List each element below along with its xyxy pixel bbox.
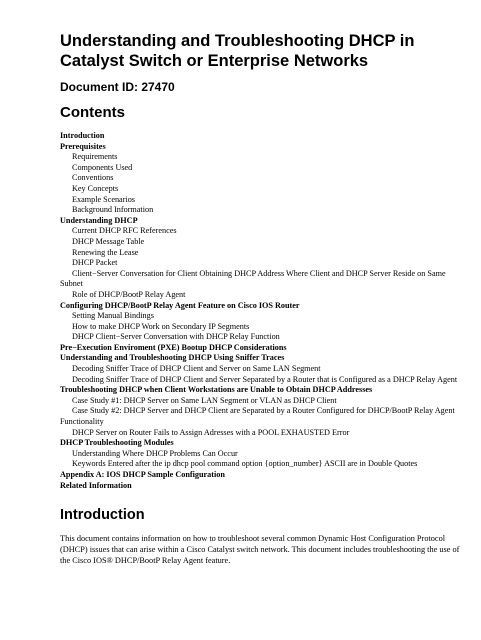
toc-link[interactable]: DHCP Server on Router Fails to Assign Adresses with a POOL EXHAUSTED Error — [72, 427, 350, 437]
toc-link[interactable]: Case Study #2: DHCP Server and DHCP Client are Separated by a Router Configured for DHCP/BootP Relay Agent Functionality — [60, 406, 455, 427]
toc-link[interactable]: Decoding Sniffer Trace of DHCP Client and Server on Same LAN Segment — [72, 364, 321, 374]
introduction-paragraph: This document contains information on how to troubleshoot several common Dynamic Host Configuration Protocol (DHCP) issues that can arise within a Cisco Catalyst switch network. This document includes troubleshooting the use of the Cisco IOS® DHCP/BootP Relay Agent feature. — [60, 534, 460, 566]
toc-link[interactable]: Role of DHCP/BootP Relay Agent — [72, 289, 186, 299]
toc-link[interactable]: Pre−Execution Enviroment (PXE) Bootup DHCP Considerations — [60, 342, 287, 352]
toc-link[interactable]: DHCP Client−Server Conversation with DHCP Relay Function — [72, 332, 280, 342]
toc-link[interactable]: Current DHCP RFC References — [72, 226, 177, 236]
toc-link[interactable]: Client−Server Conversation for Client Obtaining DHCP Address Where Client and DHCP Server Reside on Same Subnet — [60, 268, 446, 289]
table-of-contents — [60, 131, 460, 491]
toc-link[interactable]: How to make DHCP Work on Secondary IP Segments — [72, 321, 250, 331]
toc-link[interactable]: Case Study #1: DHCP Server on Same LAN Segment or VLAN as DHCP Client — [72, 395, 337, 405]
toc-link[interactable]: Decoding Sniffer Trace of DHCP Client and Server Separated by a Router that is Configured as a DHCP Relay Agent — [72, 374, 458, 384]
toc-link[interactable]: Keywords Entered after the ip dhcp pool command option {option_number} ASCII are in Double Quotes — [72, 459, 418, 469]
toc-link[interactable]: Components Used — [72, 162, 133, 172]
document-title: Understanding and Troubleshooting DHCP in Catalyst Switch or Enterprise Networks — [60, 32, 415, 70]
toc-link[interactable]: Background Information — [72, 205, 154, 215]
toc-link[interactable]: DHCP Troubleshooting Modules — [60, 438, 174, 448]
toc-link[interactable]: DHCP Message Table — [72, 236, 145, 246]
toc-link[interactable]: Setting Manual Bindings — [72, 311, 154, 321]
toc-link[interactable]: Prerequisites — [60, 141, 106, 151]
introduction-heading: Introduction — [60, 507, 145, 523]
toc-link[interactable]: Renewing the Lease — [72, 247, 139, 257]
toc-link[interactable]: Understanding DHCP — [60, 215, 138, 225]
toc-link[interactable]: Requirements — [72, 152, 118, 162]
document-id: Document ID: 27470 — [60, 80, 175, 94]
toc-link[interactable]: Understanding and Troubleshooting DHCP Using Sniffer Traces — [60, 353, 285, 363]
toc-link[interactable]: Understanding Where DHCP Problems Can Occur — [72, 448, 238, 458]
toc-link[interactable]: Conventions — [72, 173, 114, 183]
toc-link[interactable]: Appendix A: IOS DHCP Sample Configuration — [60, 470, 225, 479]
toc-link[interactable]: Troubleshooting DHCP when Client Workstations are Unable to Obtain DHCP Addresses — [60, 385, 373, 395]
toc-link[interactable]: Key Concepts — [72, 183, 119, 193]
contents-heading: Contents — [60, 104, 125, 121]
toc-link[interactable]: Example Scenarios — [72, 194, 135, 204]
toc-link[interactable]: Introduction — [60, 131, 105, 140]
toc-link[interactable]: Configuring DHCP/BootP Relay Agent Feature on Cisco IOS Router — [60, 300, 300, 310]
toc-link[interactable]: DHCP Packet — [72, 258, 118, 268]
toc-link[interactable]: Related Information — [60, 480, 132, 490]
